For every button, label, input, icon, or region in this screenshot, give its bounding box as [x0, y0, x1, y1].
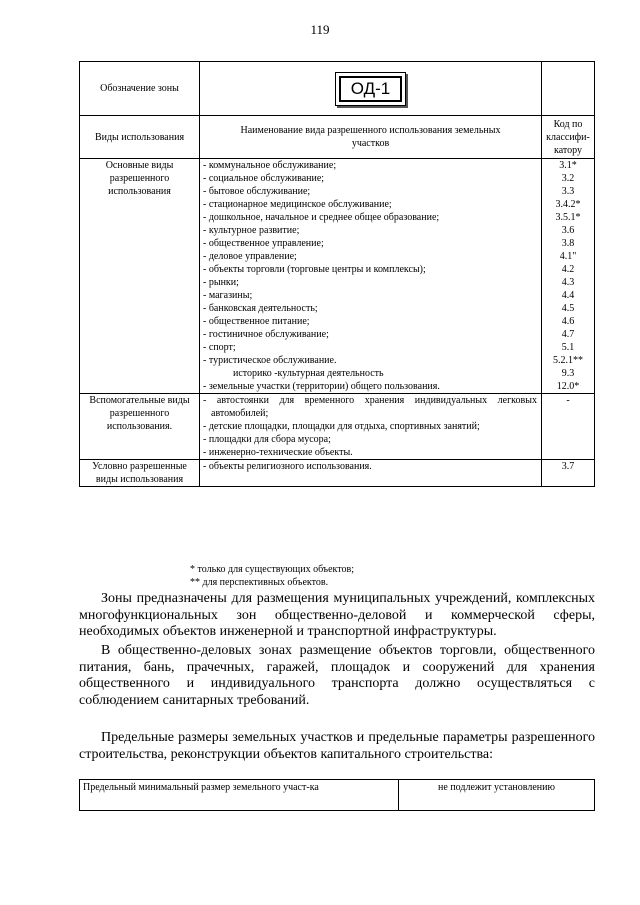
usage-item: - деловое управление;	[203, 250, 537, 263]
group-label: Условно разрешенные виды использования	[80, 460, 200, 487]
usage-item: - магазины;	[203, 289, 537, 302]
page-number: 119	[310, 22, 330, 37]
zone-code-cell	[200, 62, 542, 116]
classifier-code: 3.5.1*	[555, 212, 581, 223]
usage-item: - земельные участки (территории) общего пользования.	[203, 380, 537, 393]
zone-empty-cell	[542, 62, 595, 116]
limits-table	[79, 779, 595, 811]
items-list	[200, 394, 541, 459]
footnote-existing: * только для существующих объектов;	[190, 564, 355, 575]
group-row-auxiliary	[80, 394, 595, 460]
usage-item: историко -культурная деятельность	[233, 368, 384, 379]
usage-item: - площадки для сбора мусора;	[203, 433, 537, 446]
usage-item: - общественное управление;	[203, 237, 537, 250]
zone-code-frame	[335, 72, 406, 106]
classifier-code: 3.3	[561, 186, 575, 197]
classifier-code: 3.8	[561, 238, 575, 249]
usage-item: - дошкольное, начальное и среднее общее образование;	[203, 211, 537, 224]
items-list	[200, 460, 541, 473]
usage-item: - спорт;	[203, 341, 537, 354]
group-codes-cell	[542, 460, 595, 487]
usage-item: - банковская деятельность;	[203, 302, 537, 315]
group-codes-cell	[542, 394, 595, 460]
codes-list	[542, 159, 594, 393]
codes-list	[542, 394, 594, 407]
usage-item: - коммунальное обслуживание;	[203, 159, 537, 172]
usage-item: - туристическое обслуживание.	[203, 354, 537, 367]
usage-item: - стационарное медицинское обслуживание;	[203, 198, 537, 211]
group-items-cell	[200, 394, 542, 460]
classifier-code: 4.7	[561, 329, 575, 340]
group-row-conditional	[80, 460, 595, 487]
usage-item: - культурное развитие;	[203, 224, 537, 237]
group-items-cell	[200, 460, 542, 487]
classifier-code: -	[566, 395, 570, 406]
usage-item: - автостоянки для временного хранения индивидуальных легковых автомобилей;	[203, 394, 537, 420]
paragraph-limits-intro: Предельные размеры земельных участков и предельные параметры разрешенного строительства, реконструкции объектов капитального строительства:	[79, 730, 595, 762]
group-codes-cell	[542, 159, 595, 394]
usage-item: - рынки;	[203, 276, 537, 289]
zone-label-cell: Обозначение зоны	[80, 62, 200, 116]
limits-row	[80, 780, 595, 811]
classifier-code: 3.2	[561, 173, 575, 184]
zone-header-row	[80, 62, 595, 116]
usage-item: - гостиничное обслуживание;	[203, 328, 537, 341]
classifier-code: 3.7	[561, 461, 575, 472]
paragraph-requirements: В общественно-деловых зонах размещение объектов торговли, общественного питания, бань, прачечных, гаражей, площадок и сооружений для хранения общественного и индивидуального транспорта должно осуществляться с соблюдением санитарных требований.	[79, 643, 595, 708]
classifier-code: 4.2	[561, 264, 575, 275]
zone-code: ОД-1	[339, 76, 402, 102]
classifier-code: 9.3	[561, 368, 575, 379]
limit-value: не подлежит установлению	[399, 780, 595, 811]
paragraph-purpose: Зоны предназначены для размещения муниципальных учреждений, комплексных многофункциональных зон общественно-деловой и коммерческой сферы, необходимых объектов инженерной и транспортной инфраструктуры.	[79, 591, 595, 639]
footnote-prospective: ** для перспективных объектов.	[190, 577, 329, 588]
usage-item: - объекты торговли (торговые центры и комплексы);	[203, 263, 537, 276]
header-usage-name: Наименование вида разрешенного использования земельных участков	[200, 116, 542, 159]
classifier-code: 3.6	[561, 225, 575, 236]
classifier-code: 4.1"	[559, 251, 577, 262]
classifier-code: 4.3	[561, 277, 575, 288]
header-usage-types: Виды использования	[80, 116, 200, 159]
usage-item: - детские площадки, площадки для отдыха, спортивных занятий;	[203, 420, 537, 433]
group-row-main	[80, 159, 595, 394]
items-list	[200, 159, 541, 393]
usage-item: - социальное обслуживание;	[203, 172, 537, 185]
classifier-code: 5.1	[561, 342, 575, 353]
codes-list	[542, 460, 594, 473]
classifier-code: 4.5	[561, 303, 575, 314]
group-label: Вспомогательные виды разрешенного использования.	[80, 394, 200, 460]
classifier-code: 3.4.2*	[555, 199, 581, 210]
column-header-row	[80, 116, 595, 159]
classifier-code: 5.2.1**	[553, 355, 583, 366]
classifier-code: 12.0*	[556, 381, 580, 392]
group-items-cell	[200, 159, 542, 394]
limit-parameter: Предельный минимальный размер земельного участ-ка	[80, 780, 399, 811]
header-classifier-code: Код по классифи-катору	[542, 116, 595, 159]
usage-item: - общественное питание;	[203, 315, 537, 328]
group-label: Основные виды разрешенного использования	[80, 159, 200, 394]
usage-item: - бытовое обслуживание;	[203, 185, 537, 198]
classifier-code: 4.4	[561, 290, 575, 301]
usage-item: - инженерно-технические объекты.	[203, 446, 537, 459]
zone-table	[79, 61, 595, 487]
usage-item: - объекты религиозного использования.	[203, 460, 537, 473]
classifier-code: 4.6	[561, 316, 575, 327]
classifier-code: 3.1*	[559, 160, 577, 171]
footnotes	[190, 563, 354, 589]
